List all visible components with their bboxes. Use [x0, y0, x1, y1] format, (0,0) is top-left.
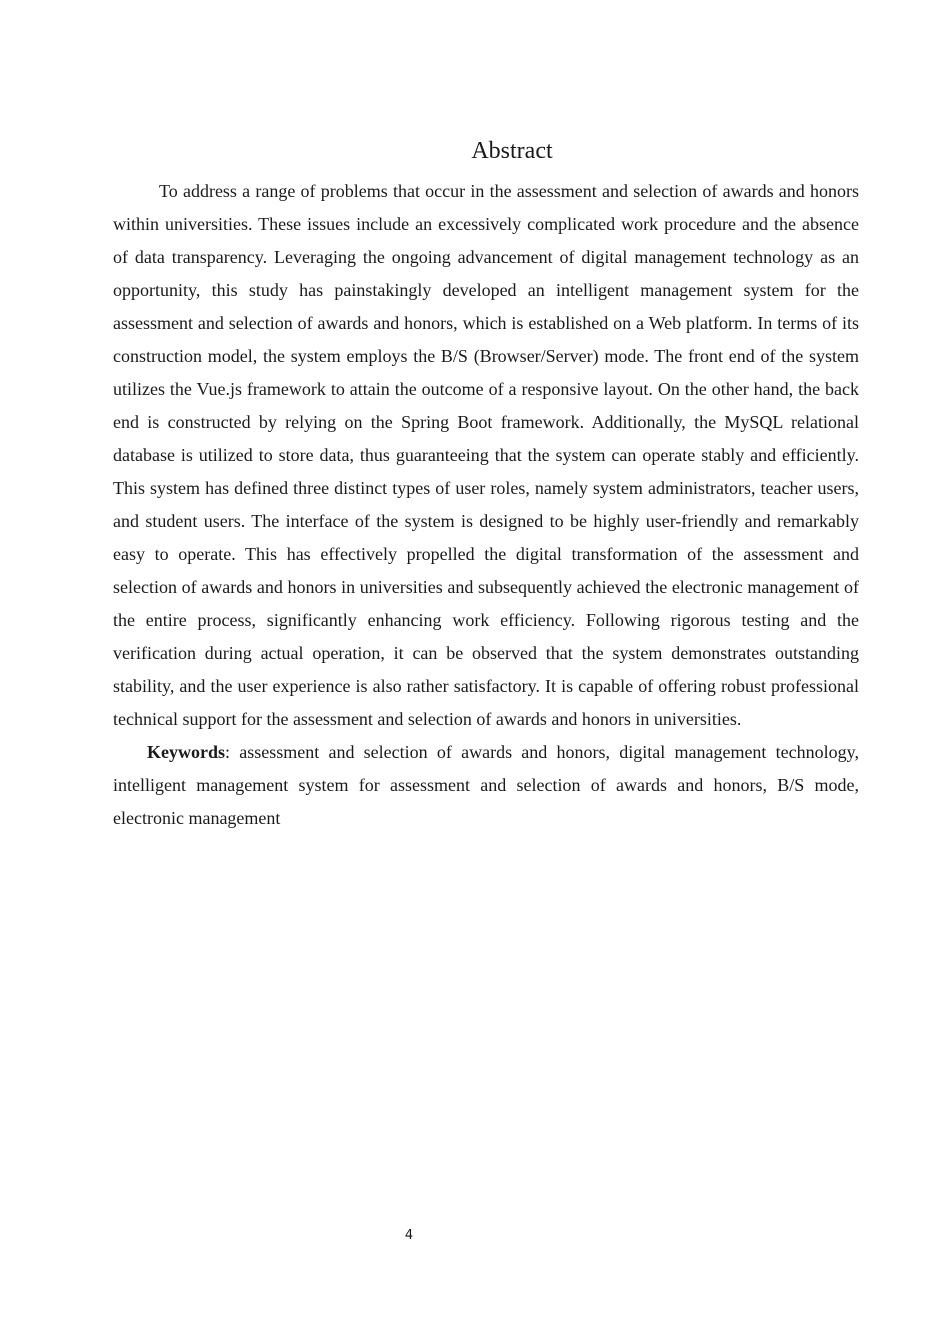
keywords-separator: : [225, 742, 240, 762]
keywords-text: assessment and selection of awards and honors, digital management technology, intelligent management system for assessment and selection of awards and honors, B/S mode, electronic management [113, 742, 859, 828]
abstract-title: Abstract [471, 138, 553, 164]
page-number: 4 [404, 1228, 414, 1243]
keywords-paragraph [113, 736, 859, 835]
abstract-body [113, 175, 859, 835]
keywords-label: Keywords [147, 742, 225, 762]
abstract-paragraph: To address a range of problems that occur in the assessment and selection of awards and honors within universities. These issues include an excessively complicated work procedure and the absence of data transparency. Leveraging the ongoing advancement of digital management technology as an opportunity, this study has painstakingly developed an intelligent management system for the assessment and selection of awards and honors, which is established on a Web platform. In terms of its construction model, the system employs the B/S (Browser/Server) mode. The front end of the system utilizes the Vue.js framework to attain the outcome of a responsive layout. On the other hand, the back end is constructed by relying on the Spring Boot framework. Additionally, the MySQL relational database is utilized to store data, thus guaranteeing that the system can operate stably and efficiently. This system has defined three distinct types of user roles, namely system administrators, teacher users, and student users. The interface of the system is designed to be highly user-friendly and remarkably easy to operate. This has effectively propelled the digital transformation of the assessment and selection of awards and honors in universities and subsequently achieved the electronic management of the entire process, significantly enhancing work efficiency. Following rigorous testing and the verification during actual operation, it can be observed that the system demonstrates outstanding stability, and the user experience is also rather satisfactory. It is capable of offering robust professional technical support for the assessment and selection of awards and honors in universities. [113, 181, 859, 729]
